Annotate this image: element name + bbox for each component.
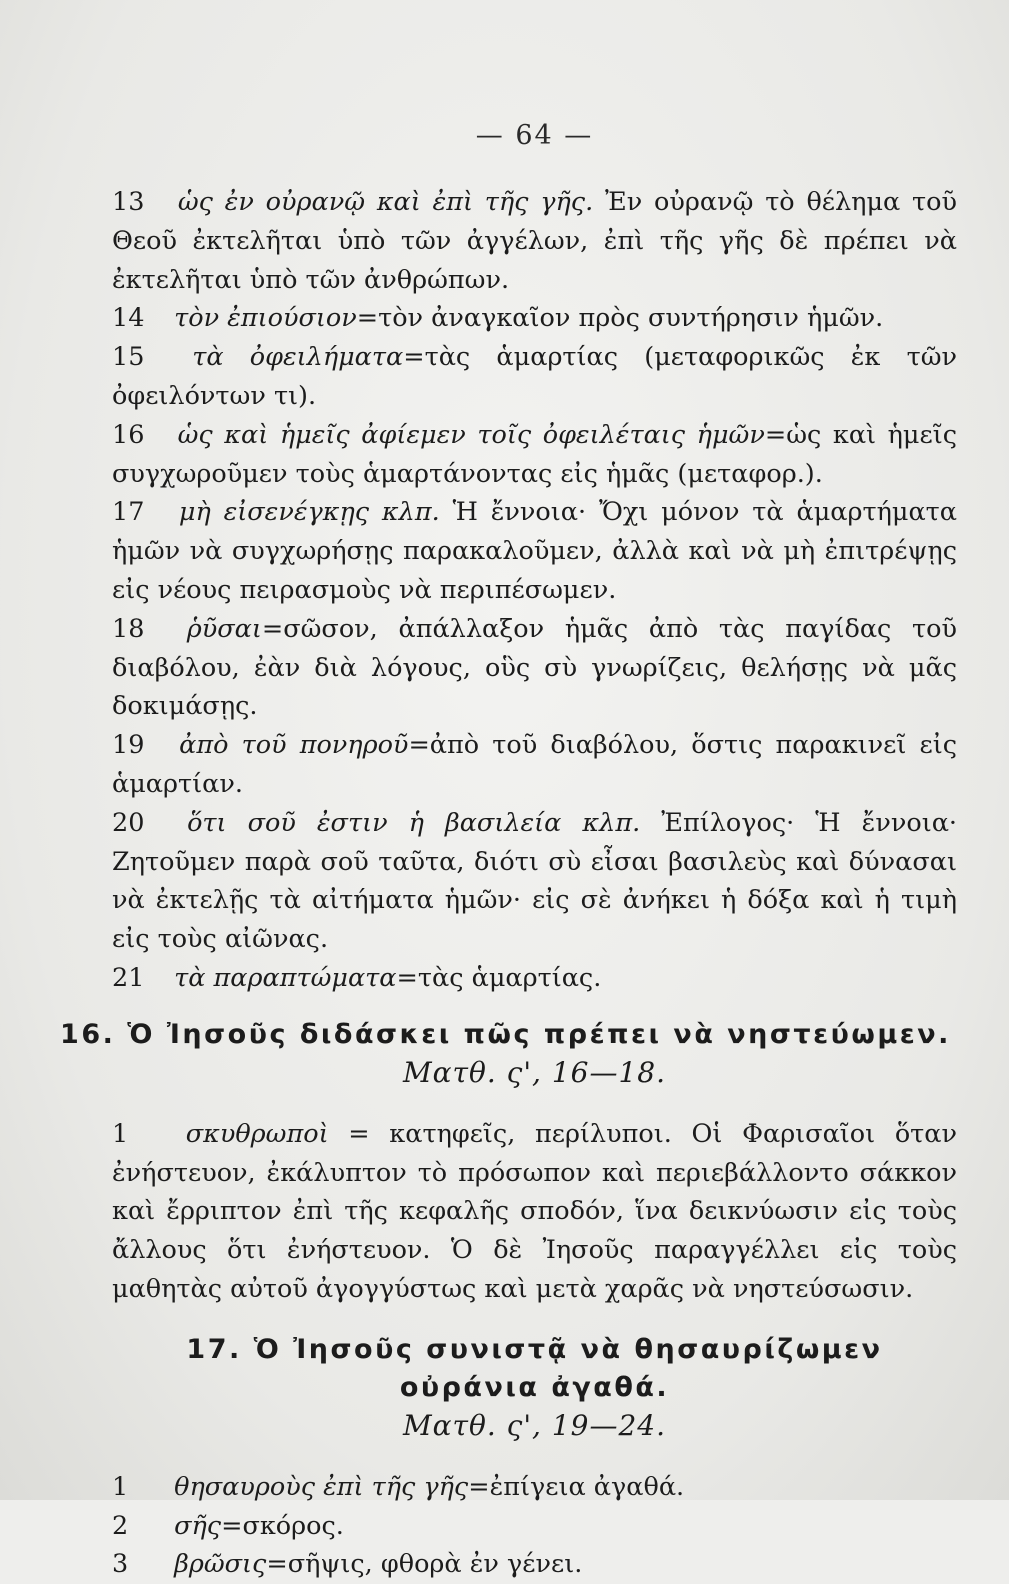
verse-14: 14 τὸν ἐπιούσιον=τὸν ἀναγκαῖον πρὸς συντήρησιν ἡμῶν.: [112, 303, 884, 334]
section-17-title: [112, 1331, 957, 1407]
verse-16: 16 ὡς καὶ ἡμεῖς ἀφίεμεν τοῖς ὀφειλέταις ἡμῶν=ὡς καὶ ἡμεῖς συγχωροῦμεν τοὺς ἁμαρτάνοντας εἰς ἡμᾶς (μεταφορ.).: [112, 419, 957, 489]
verse-18: 18 ῥῦσαι=σῶσον, ἀπάλλαξον ἡμᾶς ἀπὸ τὰς παγίδας τοῦ διαβόλου, ἐὰν διὰ λόγους, οὓς σὺ γνωρίζεις, θελήσῃς νὰ μᾶς δοκιμάσῃς.: [112, 613, 957, 722]
section-16-reference: Ματθ. ς', 16—18.: [402, 1055, 667, 1089]
verse-17: 17 μὴ εἰσενέγκῃς κλπ. Ἡ ἔννοια· Ὄχι μόνον τὰ ἁμαρτήματα ἡμῶν νὰ συγχωρήσῃς παρακαλοῦμεν, ἀλλὰ καὶ νὰ μὴ ἐπιτρέψῃς εἰς νέους πειρασμοὺς νὰ περιπέσωμεν.: [112, 497, 958, 605]
section-17-reference: Ματθ. ς', 19—24.: [402, 1408, 667, 1442]
verse-15: 15 τὰ ὀφειλήματα=τὰς ἁμαρτίας (μεταφορικῶς ἐκ τῶν ὀφειλόντων τι).: [112, 342, 957, 411]
section-15-verses: [112, 183, 957, 998]
section-17: [112, 1331, 957, 1584]
verse-21: 21 τὰ παραπτώματα=τὰς ἁμαρτίας.: [112, 962, 602, 993]
section-16-title: 16. Ὁ Ἰησοῦς διδάσκει πῶς πρέπει νὰ νηστεύωμεν.: [60, 1018, 951, 1050]
section-16: [60, 1016, 958, 1309]
verse-13: 13 ὡς ἐν οὐρανῷ καὶ ἐπὶ τῆς γῆς. Ἐν οὐρανῷ τὸ θέλημα τοῦ Θεοῦ ἐκτελῆται ὑπὸ τῶν ἀγγέλων, ἐπὶ τῆς γῆς δὲ πρέπει νὰ ἐκτελῆται ὑπὸ τῶν ἀνθρώπων.: [112, 187, 958, 295]
section-17-verse-3: 3 βρῶσις=σῆψις, φθορὰ ἐν γένει.: [112, 1549, 583, 1580]
section-17-verse-2: 2 σῆς=σκόρος.: [112, 1510, 344, 1541]
verse-20: 20 ὅτι σοῦ ἐστιν ἡ βασιλεία κλπ. Ἐπίλογος· Ἡ ἔννοια· Ζητοῦμεν παρὰ σοῦ ταῦτα, διότι σὺ εἶσαι βασιλεὺς καὶ δύνασαι νὰ ἐκτελῇς τὰ αἰτήματα ἡμῶν· εἰς σὲ ἀνήκει ἡ δόξα καὶ ἡ τιμὴ εἰς τοὺς αἰῶνας.: [112, 807, 958, 955]
verse-19: 19 ἀπὸ τοῦ πονηροῦ=ἀπὸ τοῦ διαβόλου, ὅστις παρακινεῖ εἰς ἁμαρτίαν.: [112, 730, 958, 799]
section-16-verse-1: 1 σκυθρωποὶ = κατηφεῖς, περίλυποι. Οἱ Φαρισαῖοι ὅταν ἐνήστευον, ἐκάλυπτον τὸ πρόσωπον καὶ περιεβάλλοντο σάκκον καὶ ἔρριπτον ἐπὶ τῆς κεφαλῆς σποδόν, ἵνα δεικνύωσιν εἰς τοὺς ἄλλους ὅτι ἐνήστευον. Ὁ δὲ Ἰησοῦς παραγγέλλει εἰς τοὺς μαθητὰς αὐτοῦ ἀγογγύστως καὶ μετὰ χαρᾶς νὰ νηστεύσωσιν.: [112, 1118, 958, 1304]
section-17-title-line-1: 17. Ὁ Ἰησοῦς συνιστᾷ νὰ θησαυρίζωμεν: [186, 1333, 883, 1365]
section-17-verse-1: 1 θησαυροὺς ἐπὶ τῆς γῆς=ἐπίγεια ἀγαθά.: [112, 1471, 685, 1502]
page-number: — 64 —: [475, 120, 594, 151]
section-17-title-line-2: οὐράνια ἀγαθά.: [399, 1371, 670, 1403]
